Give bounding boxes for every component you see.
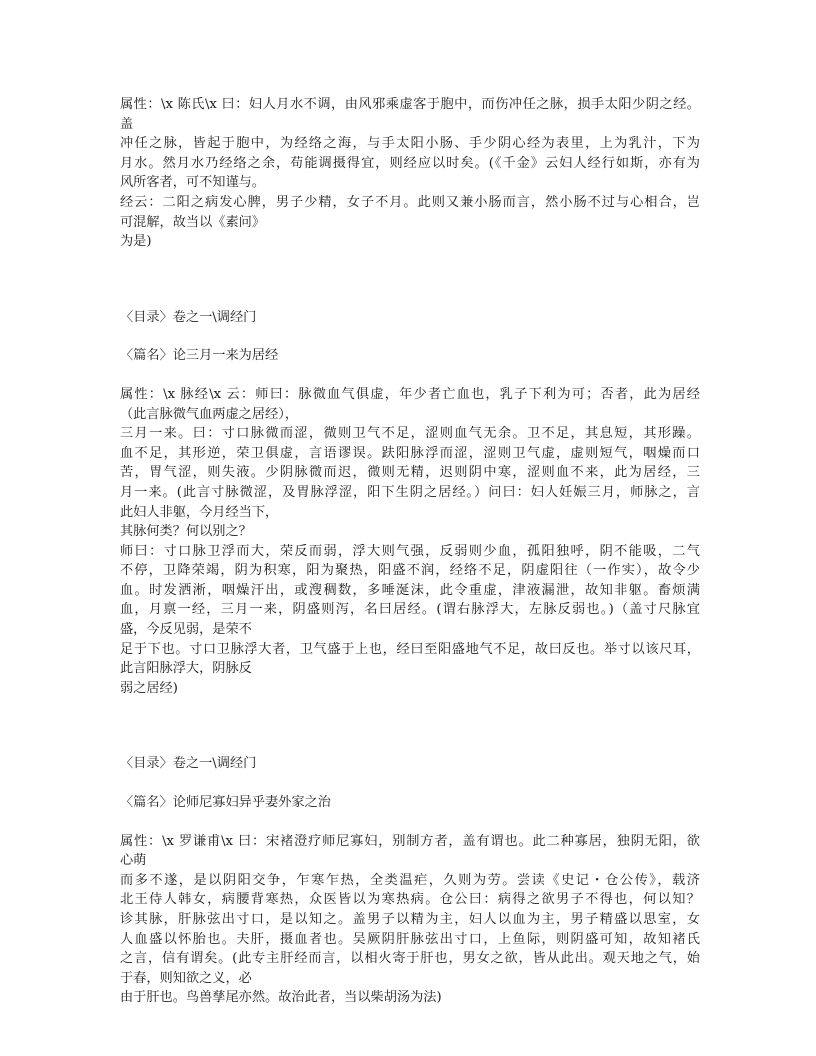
text-line: 经云：二阳之病发心脾，男子少精，女子不月。此则又兼小肠而言，然小肠不过与心相合，岂 (120, 194, 700, 210)
section-juxjing (120, 308, 700, 699)
text-line: 为是) (120, 234, 152, 250)
text-line: 可混解，故当以《素问》 (120, 214, 266, 230)
catalog-heading: 〈目录〉卷之一\调经门 (120, 756, 257, 772)
text-line: 人血盛以怀胎也。夫肝，摄血者也。吴厥阴肝脉弦出寸口，上鱼际，则阴盛可知，故知褚氏 (120, 931, 700, 947)
text-line: 由于肝也。鸟兽孳尾亦然。故治此者，当以柴胡汤为法) (120, 990, 442, 1006)
text-line: （此言脉微气血两虚之居经）， (120, 406, 299, 422)
text-line: 盖 (120, 116, 134, 132)
catalog-heading: 〈目录〉卷之一\调经门 (120, 309, 257, 325)
text-line: 足于下也。寸口卫脉浮大者，卫气盛于上也，经曰至阳盛地气不足，故曰反也。举寸以该尺耳， (120, 641, 700, 657)
text-line: 属性：\x 陈氏\x 曰：妇人月水不调，由风邪乘虚客于胞中，而伤冲任之脉，损手太阳少阴之经。 (120, 97, 700, 112)
text-line: 属性：\x 罗谦甫\x 曰：宋褚澄疗师尼寡妇，别制方者，盖有谓也。此二种寡居，独阴无阳，欲 (120, 833, 700, 849)
section-intro (120, 95, 700, 252)
section-shini-guafu (120, 754, 700, 1008)
text-line: 此妇人非躯，今月经当下， (120, 504, 279, 520)
article-title: 〈篇名〉论师尼寡妇异乎妻外家之治 (120, 795, 331, 811)
text-line: 三月一来。曰：寸口脉微而涩，微则卫气不足，涩则血气无余。卫不足，其息短，其形躁。 (120, 426, 700, 442)
text-line: 而多不遂，是以阴阳交争，乍寒乍热，全类温疟，久则为劳。尝读《史记・仓公传》，载济 (120, 872, 700, 888)
text-line: 风所客者，可不知谨与。 (120, 175, 266, 191)
text-line: 血不足，其形逆，荣卫俱虚，言语谬误。趺阳脉浮而涩，涩则卫气虚，虚则短气，咽燥而口 (120, 445, 700, 461)
text-line: 诊其脉，肝脉弦出寸口，是以知之。盖男子以精为主，妇人以血为主，男子精盛以思室，女 (120, 912, 700, 927)
text-line: 不停，卫降荣竭，阴为积寒，阳为聚热，阳盛不润，经络不足，阴虚阳往（一作实），故令少 (120, 563, 700, 579)
text-line: 之言，信有谓矣。(此专主肝经而言，以相火寄于肝也，男女之欲，皆从此出。观天地之气，始 (120, 951, 700, 967)
text-line: 盛，今反见弱，是荣不 (120, 622, 252, 638)
text-line: 心萌 (120, 853, 147, 869)
text-line: 此言阳脉浮大，阴脉反 (120, 661, 252, 677)
text-line: 冲任之脉，皆起于胞中，为经络之海，与手太阳小肠、手少阴心经为表里，上为乳汁，下为 (120, 136, 700, 152)
article-title: 〈篇名〉论三月一来为居经 (120, 348, 279, 364)
document-page (120, 95, 700, 1008)
text-line: 其脉何类？何以别之？ (120, 524, 252, 540)
text-line: 于春，则知欲之义，必 (120, 970, 252, 986)
text-line: 北王侍人韩女，病腰背寒热，众医皆以为寒热病。仓公曰：病得之欲男子不得也，何以知？ (120, 892, 700, 908)
text-line: 苦，胃气涩，则失液。少阴脉微而迟，微则无精，迟则阴中寒，涩则血不来，此为居经，三 (120, 465, 700, 481)
text-line: 月一来。(此言寸脉微涩，及胃脉浮涩，阳下生阴之居经。）问曰：妇人妊娠三月，师脉之，言 (120, 484, 700, 500)
text-line: 弱之居经) (120, 680, 178, 696)
text-line: 血。时发洒淅，咽燥汗出，或溲稠数，多唾涎沫，此令重虚，津液漏泄，故知非躯。畜烦满 (120, 582, 700, 598)
text-line: 血，月禀一经，三月一来，阴盛则泻，名曰居经。(谓右脉浮大，左脉反弱也。)（盖寸尺脉宜 (120, 602, 700, 618)
text-line: 月水。然月水乃经络之余，苟能调摄得宜，则经应以时矣。(《千金》云妇人经行如斯，亦有为 (120, 155, 700, 171)
text-line: 师曰：寸口脉卫浮而大，荣反而弱，浮大则气强，反弱则少血，孤阳独呼，阴不能吸，二气 (120, 543, 700, 559)
text-line: 属性：\x 脉经\x 云：师曰：脉微血气俱虚，年少者亡血也，乳子下利为可；否者，此为居经 (120, 386, 700, 402)
